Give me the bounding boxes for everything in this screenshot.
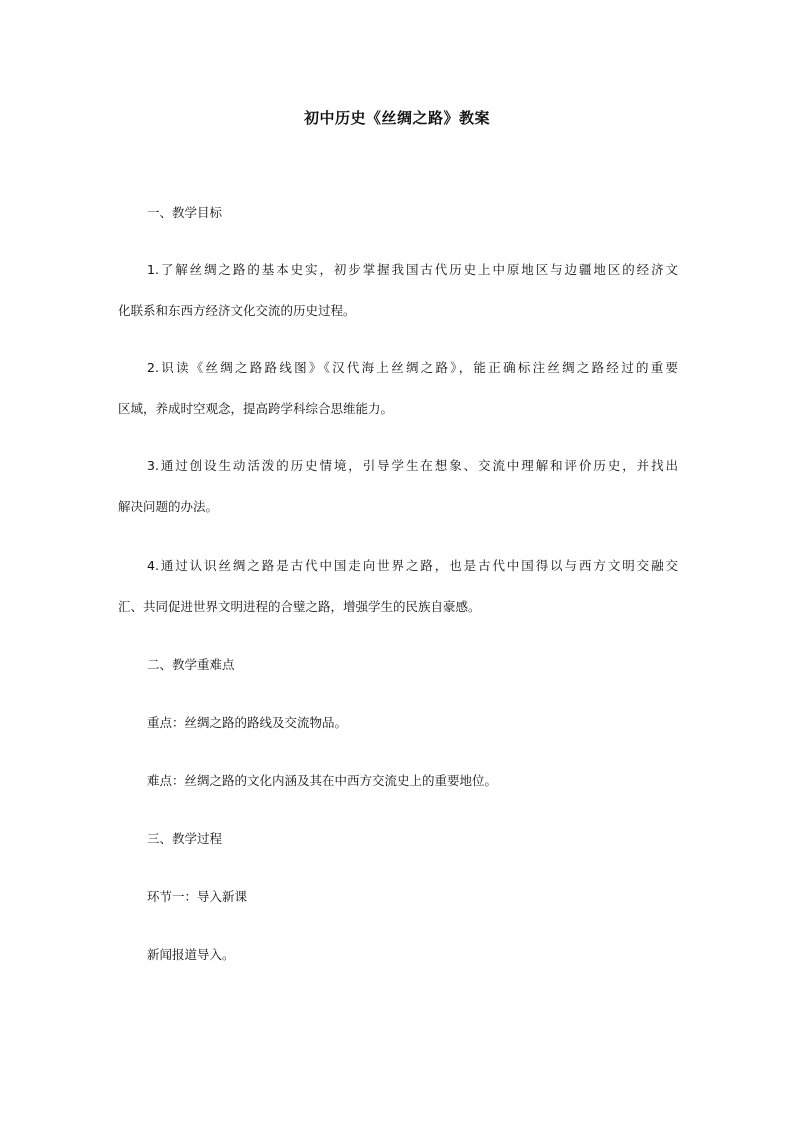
document-title: 初中历史《丝绸之路》教案	[303, 109, 490, 127]
objective-4-line-1: 4.通过认识丝绸之路是古代中国走向世界之路，也是古代中国得以与西方文明交融交	[147, 558, 678, 573]
objective-1-line-1: 1.了解丝绸之路的基本史实，初步掌握我国古代历史上中原地区与边疆地区的经济文	[147, 262, 678, 277]
section-heading-objectives: 一、教学目标	[147, 205, 223, 220]
objective-1-line-2: 化联系和东西方经济文化交流的历史过程。	[118, 303, 356, 318]
objective-3-line-1: 3.通过创设生动活泼的历史情境，引导学生在想象、交流中理解和评价历史，并找出	[147, 458, 678, 473]
section-heading-key-difficult-points: 二、教学重难点	[147, 657, 235, 672]
objective-3-line-2: 解决问题的办法。	[118, 499, 219, 514]
objective-2-line-2: 区域，养成时空观念，提高跨学科综合思维能力。	[118, 401, 394, 416]
objective-4-line-2: 汇、共同促进世界文明进程的合璧之路，增强学生的民族自豪感。	[118, 599, 481, 614]
key-point-text: 重点：丝绸之路的路线及交流物品。	[147, 715, 348, 730]
step-1-heading: 环节一：导入新课	[147, 889, 248, 904]
objective-2-line-1: 2.识读《丝绸之路路线图》《汉代海上丝绸之路》，能正确标注丝绸之路经过的重要	[147, 360, 678, 375]
difficult-point-text: 难点：丝绸之路的文化内涵及其在中西方交流史上的重要地位。	[147, 773, 498, 788]
step-1-content: 新闻报道导入。	[147, 947, 235, 962]
section-heading-teaching-process: 三、教学过程	[147, 831, 223, 846]
